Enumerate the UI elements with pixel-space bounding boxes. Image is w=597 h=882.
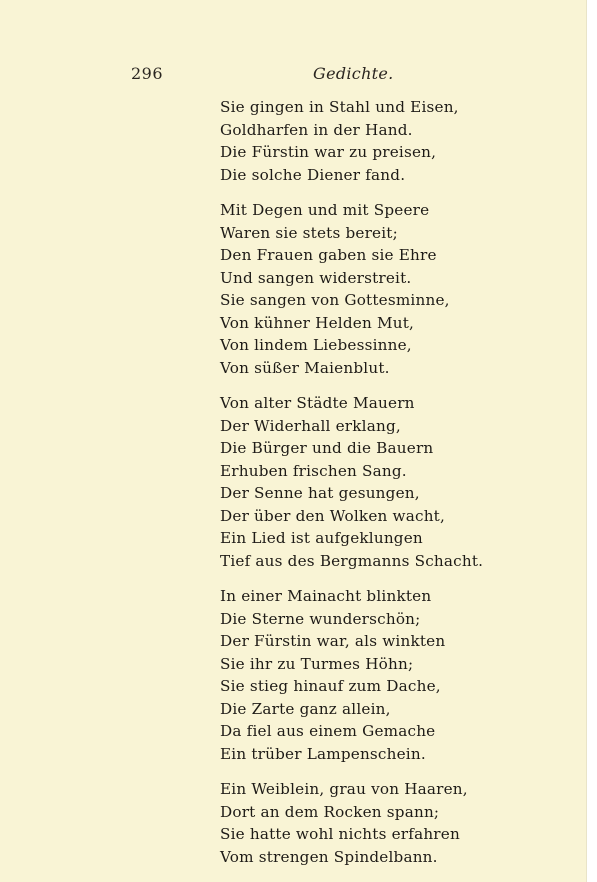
poem-line: Sie sangen von Gottesminne, (220, 291, 450, 309)
poem-line: Die Zarte ganz allein, (220, 699, 391, 718)
poem-line: Goldharfen in der Hand. (220, 120, 413, 139)
poem-line: Von süßer Maienblut. (220, 358, 390, 377)
stanza-2 (220, 199, 520, 379)
poem-line: Die Bürger und die Bauern (220, 439, 434, 457)
poem-line: Dort an dem Rocken spann; (220, 802, 440, 821)
poem-line: Der über den Wolken wacht, (220, 506, 446, 525)
poem-line: Sie hatte wohl nichts erfahren (220, 825, 460, 843)
poem-line: Die Sterne wunderschön; (220, 609, 421, 628)
poem-line: Ein Weiblein, grau von Haaren, (220, 780, 468, 798)
poem-line: Waren sie stets bereit; (220, 223, 398, 242)
stanza-1 (220, 96, 520, 186)
stanza-3 (220, 392, 520, 572)
poem-line: Die Fürstin war zu preisen, (220, 143, 437, 161)
page-header (0, 64, 586, 86)
poem-line: Sie stieg hinauf zum Dache, (220, 677, 441, 695)
poem-line: Ein Lied ist aufgeklungen (220, 529, 423, 547)
stanza-4 (220, 585, 520, 765)
running-title: Gedichte. (313, 64, 394, 83)
poem-line: Vom strengen Spindelbann. (220, 847, 438, 866)
stanza-5 (220, 778, 520, 868)
poem-line: Tief aus des Bergmanns Schacht. (220, 551, 484, 570)
poem-line: Von lindem Liebessinne, (220, 336, 412, 354)
poem-line: Und sangen widerstreit. (220, 268, 412, 287)
poem-line: Den Frauen gaben sie Ehre (220, 246, 437, 264)
poem-line: Von kühner Helden Mut, (220, 313, 415, 332)
page-number: 296 (131, 64, 164, 83)
poem-line: Mit Degen und mit Speere (220, 201, 430, 219)
poem-line: In einer Mainacht blinkten (220, 587, 432, 605)
poem-line: Sie ihr zu Turmes Höhn; (220, 654, 414, 673)
page-edge (586, 0, 597, 882)
poem (220, 96, 520, 881)
poem-line: Der Fürstin war, als winkten (220, 632, 446, 650)
poem-line: Sie gingen in Stahl und Eisen, (220, 98, 459, 116)
poem-line: Erhuben frischen Sang. (220, 461, 407, 480)
poem-line: Der Senne hat gesungen, (220, 484, 420, 502)
poem-line: Der Widerhall erklang, (220, 416, 401, 435)
poem-line: Von alter Städte Mauern (220, 394, 415, 412)
poem-line: Ein trüber Lampenschein. (220, 744, 426, 763)
poem-line: Die solche Diener fand. (220, 165, 406, 184)
poem-line: Da fiel aus einem Gemache (220, 722, 436, 740)
